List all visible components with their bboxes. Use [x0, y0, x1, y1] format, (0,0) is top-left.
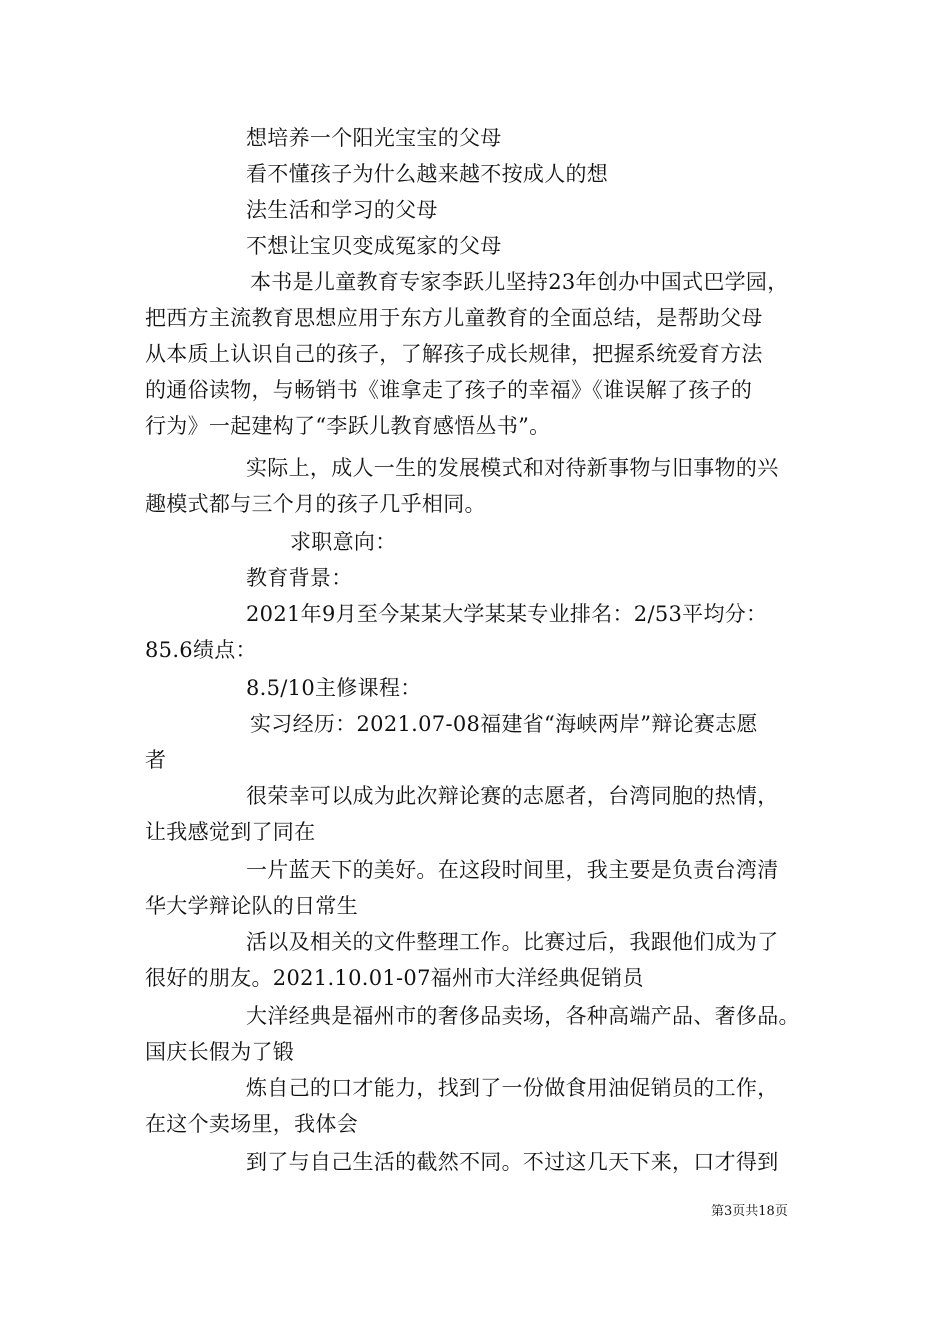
text-line: 8.5/10主修课程：: [246, 676, 422, 700]
text-line: 一片蓝天下的美好。在这段时间里，我主要是负责台湾清: [246, 858, 779, 882]
text-line: 把西方主流教育思想应用于东方儿童教育的全面总结，是帮助父母: [145, 306, 763, 330]
text-line: 法生活和学习的父母: [246, 198, 438, 222]
text-line: 本书是儿童教育专家李跃儿坚持23年创办中国式巴学园，: [250, 270, 789, 294]
text-line: 85.6绩点：: [145, 638, 257, 662]
section-heading-internship: 实习经历：2021.07-08福建省“海峡两岸”辩论赛志愿: [250, 712, 758, 736]
text-line: 行为》一起建构了“李跃儿教育感悟丛书”。: [145, 414, 551, 438]
text-line: 实际上，成人一生的发展模式和对待新事物与旧事物的兴: [246, 456, 779, 480]
section-heading-education: 教育背景：: [246, 566, 353, 590]
text-line: 很好的朋友。2021.10.01-07福州市大洋经典促销员: [145, 966, 644, 990]
text-line: 到了与自己生活的截然不同。不过这几天下来，口才得到: [246, 1150, 779, 1174]
text-line: 在这个卖场里，我体会: [145, 1112, 358, 1136]
text-line: 很荣幸可以成为此次辩论赛的志愿者，台湾同胞的热情，: [246, 784, 779, 808]
text-line: 国庆长假为了锻: [145, 1040, 295, 1064]
text-line: 让我感觉到了同在: [145, 820, 316, 844]
text-line: 大洋经典是福州市的奢侈品卖场，各种高端产品、奢侈品。: [246, 1004, 800, 1028]
text-line: 不想让宝贝变成冤家的父母: [246, 234, 502, 258]
text-line: 看不懂孩子为什么越来越不按成人的想: [246, 162, 609, 186]
text-line: 的通俗读物，与畅销书《谁拿走了孩子的幸福》《谁误解了孩子的: [145, 378, 753, 402]
text-line: 2021年9月至今某某大学某某专业排名：2/53平均分：: [246, 602, 768, 626]
text-line: 从本质上认识自己的孩子，了解孩子成长规律，把握系统爱育方法: [145, 342, 763, 366]
section-heading-job-intent: 求职意向：: [290, 530, 397, 554]
text-line: 炼自己的口才能力，找到了一份做食用油促销员的工作，: [246, 1076, 779, 1100]
text-line: 趣模式都与三个月的孩子几乎相同。: [145, 492, 486, 516]
text-line: 者: [145, 748, 167, 772]
page-number-footer: 第3页共18页: [711, 1204, 788, 1219]
text-line: 华大学辩论队的日常生: [145, 894, 358, 918]
text-line: 想培养一个阳光宝宝的父母: [246, 126, 502, 150]
text-line: 活以及相关的文件整理工作。比赛过后，我跟他们成为了: [246, 930, 779, 954]
